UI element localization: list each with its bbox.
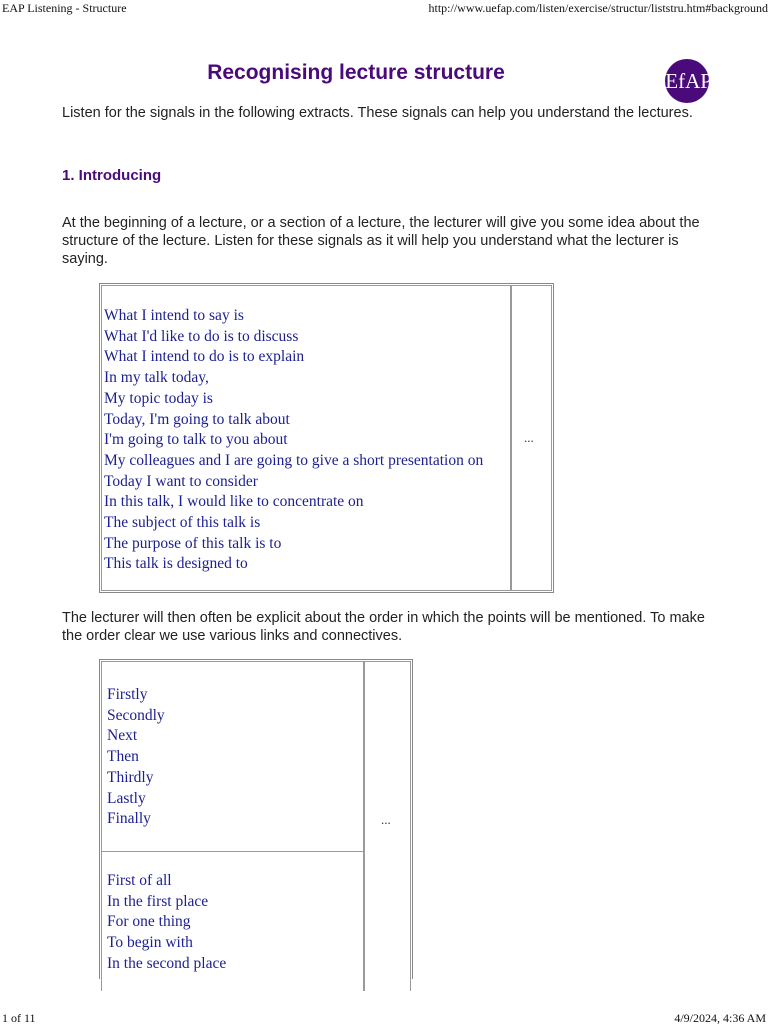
sequencing-signals-table [99,659,413,979]
print-header [0,0,768,16]
phrase-item: This talk is designed to [104,555,248,573]
phrase-item: In the second place [107,954,227,972]
introducing-signals-table [99,283,554,593]
phrase-item: Next [107,727,138,745]
phrase-item: What I'd like to do is to discuss [104,327,299,345]
sequence-continuation-ellipsis: ... [381,812,391,827]
phrase-item: My topic today is [104,389,213,407]
sequence-group-cell-1 [101,661,364,852]
phrase-item: What I intend to say is [104,307,244,324]
phrase-list [104,306,483,575]
sequence-list-2 [107,871,226,975]
section-paragraph: At the beginning of a lecture, or a section of a lecture, the lecturer will give you some idea about the structure of the lecture. Listen for these signals as it will help you understand what the lecturer is saying. [62,215,700,267]
phrase-item: Secondly [107,706,165,724]
phrase-item: What I intend to do is to explain [104,348,305,366]
phrase-item: My colleagues and I are going to give a short presentation on [104,451,484,469]
print-header-title: EAP Listening - Structure [2,1,127,15]
phrase-item: In my talk today, [104,369,209,387]
uefap-logo[interactable] [645,56,717,106]
phrase-item: First of all [107,872,172,889]
section-heading-introducing: 1. Introducing [62,167,162,184]
intro-paragraph: Listen for the signals in the following extracts. These signals can help you understand the lectures. [62,105,693,121]
order-paragraph: The lecturer will then often be explicit about the order in which the points will be mentioned. To make the order clear we use various links and connectives. [62,610,705,644]
phrase-item: Then [107,748,139,766]
phrases-cell [101,285,511,591]
phrase-item: Thirdly [107,768,154,786]
phrase-item: Lastly [107,789,146,807]
phrase-item: The purpose of this talk is to [104,534,282,552]
phrase-item: Finally [107,810,151,828]
print-footer-page-count: 1 of 11 [2,1011,36,1025]
phrase-item: For one thing [107,913,191,931]
phrase-item: In this talk, I would like to concentrate on [104,493,364,511]
print-footer-timestamp: 4/9/2024, 4:36 AM [674,1011,766,1025]
print-header-url[interactable]: http://www.uefap.com/listen/exercise/structur/liststru.htm#background [428,1,768,15]
page-title: Recognising lecture structure [207,61,505,84]
phrase-item: I'm going to talk to you about [104,431,288,449]
phrase-item: In the first place [107,892,209,910]
phrase-item: Firstly [107,686,148,703]
sequence-continuation-cell [364,661,411,991]
continuation-ellipsis: ... [524,430,534,445]
logo-text: UEfAP [650,69,712,93]
sequence-list-1 [107,685,165,830]
continuation-cell [511,285,552,591]
phrase-item: Today, I'm going to talk about [104,410,290,428]
phrase-item: Today I want to consider [104,472,258,490]
sequence-group-cell-2 [101,851,364,991]
phrase-item: The subject of this talk is [104,514,261,532]
phrase-item: To begin with [107,934,193,952]
